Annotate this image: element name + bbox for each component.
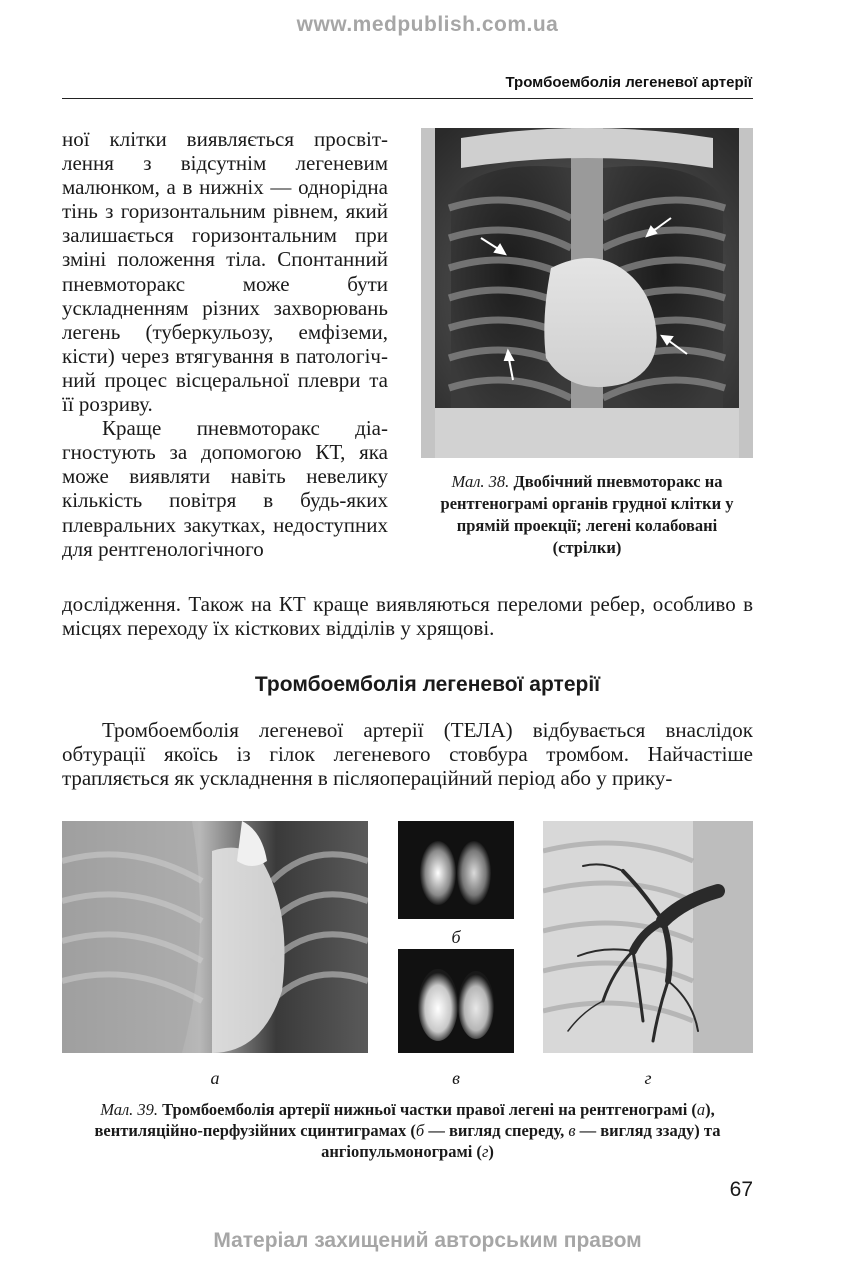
pe-intro-paragraph: Тромбоемболія легеневої артерії (ТЕЛА) відбувається внаслідок обтурації якоїсь із гілок легеневого стовбура тромбом. Найчастіше трапляється як ускладнення в післяопераційний період або у прику- (62, 718, 753, 791)
figure-39-letter-b: б (451, 927, 461, 947)
figure-39-caption (62, 1099, 753, 1162)
figure-39d-angiopulmonogram (543, 821, 753, 1053)
figure-39-caption-a: а (696, 1100, 706, 1119)
paragraph-ct-diagnosis: Краще пневмоторакс діагностують за допомогою КТ, яка може виявляти навіть невелику кількість повітря в будь-яких плевральних закутках, недоступних для рентгенологічного (62, 416, 388, 561)
paragraph-pneumothorax-description: ної клітки виявляється просвітлення з відсутнім легеневим малюнком, а в нижніх — однорідна тінь з горизонтальним рівнем, який залишається горизонтальним при зміні положення тіла. Спонтанний пневмоторакс може бути ускладненням різних захворювань легень (туберкульозу, емфіземи, кісти) через втягування в патологічний процес вісцеральної плеври та її розриву. (62, 127, 388, 417)
figure-39c-scintigram-back (398, 949, 514, 1053)
figure-38-caption-text: Двобічний пневмоторакс на рентгенограмі органів грудної клітки у прямій проекції; легені колабовані (стрілки) (440, 472, 734, 557)
figure-39-caption-b: б (415, 1121, 425, 1140)
running-head: Тромбоемболія легеневої артерії (505, 74, 752, 91)
figure-38-caption (421, 471, 753, 559)
figure-39-caption-part1: Тромбоемболія артерії нижньої частки правої легені на рентгенограмі ( (162, 1100, 697, 1119)
figure-39b-scintigram-front (398, 821, 514, 919)
figure-39-caption-part3: — вигляд спереду, (424, 1121, 569, 1140)
figure-39-caption-part4: — вигляд ззаду) та ангіопульмонограмі ( (321, 1121, 721, 1161)
figure-39-letter-a: а (210, 1068, 220, 1088)
section-title: Тромбоемболія легеневої артерії (254, 673, 601, 696)
figure-39-letter-g: г (644, 1068, 652, 1088)
figure-39-caption-part5: ) (488, 1142, 494, 1161)
site-url-watermark: www.medpublish.com.ua (296, 13, 559, 36)
copyright-footer: Матеріал захищений авторським правом (213, 1229, 642, 1252)
figure-39-caption-part2: ), вентиляційно-перфузійних сцинтиграмах ( (94, 1100, 715, 1140)
figure-39-letter-v: в (452, 1068, 460, 1088)
figure-38-chest-xray (421, 128, 753, 458)
continuation-paragraph: дослідження. Також на КТ краще виявляються переломи ребер, особливо в місцях переходу їх кісткових відділів у хрящові. (62, 592, 753, 641)
page-number: 67 (729, 1178, 753, 1201)
left-column-text (62, 127, 388, 561)
figure-39-caption-g: г (481, 1142, 489, 1161)
figure-39-caption-v: в (568, 1121, 576, 1140)
figure-39-label: Мал. 39. (100, 1100, 159, 1119)
header-rule (62, 98, 753, 99)
figure-39a-radiograph (62, 821, 368, 1053)
figure-38-label: Мал. 38. (451, 472, 510, 491)
